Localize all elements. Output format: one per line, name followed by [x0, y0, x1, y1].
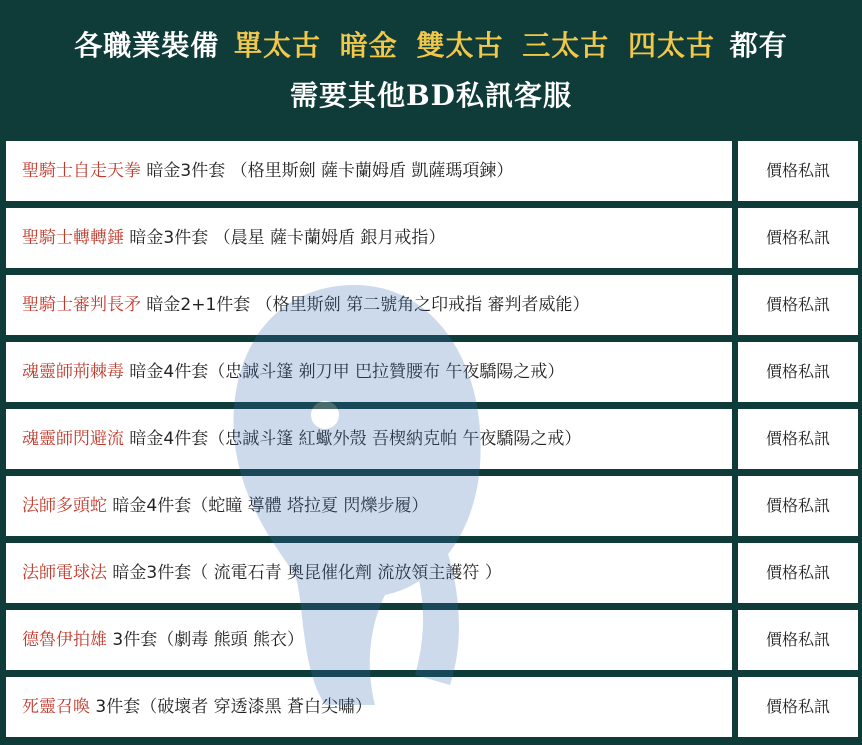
- class-name: 魂靈師閃避流: [22, 429, 124, 449]
- price-cell: 價格私訊: [738, 543, 858, 603]
- tier-label: 暗金: [339, 29, 398, 62]
- table-row: [0, 339, 862, 402]
- table-row: [0, 138, 862, 201]
- class-name: 聖騎士自走天拳: [22, 161, 141, 181]
- build-cell: [6, 543, 732, 603]
- build-cell: [6, 141, 732, 201]
- build-desc: 暗金4件套（忠誠斗篷 剃刀甲 巴拉贊腰布 午夜驕陽之戒）: [124, 362, 565, 382]
- class-name: 法師電球法: [22, 563, 107, 583]
- price-cell: 價格私訊: [738, 476, 858, 536]
- build-cell: [6, 409, 732, 469]
- table-row: [0, 473, 862, 536]
- build-desc: 暗金3件套 （晨星 薩卡蘭姆盾 銀月戒指）: [124, 228, 446, 248]
- table-row: [0, 272, 862, 335]
- class-name: 法師多頭蛇: [22, 496, 107, 516]
- build-desc: 暗金3件套 （格里斯劍 薩卡蘭姆盾 凱薩瑪項鍊）: [141, 161, 514, 181]
- tier-label: 三太古: [522, 29, 610, 62]
- header-suffix: 都有: [729, 29, 788, 62]
- price-cell: 價格私訊: [738, 208, 858, 268]
- tier-label: 雙太古: [416, 29, 504, 62]
- header-title-line2: 需要其他BD私訊客服: [290, 79, 572, 112]
- table-row: [0, 540, 862, 603]
- class-name: 死靈召喚: [22, 697, 90, 717]
- table-row: [0, 607, 862, 670]
- table-row: [0, 406, 862, 469]
- price-cell: 價格私訊: [738, 342, 858, 402]
- build-desc: 暗金3件套（ 流電石青 奧昆催化劑 流放領主護符 ）: [107, 563, 502, 583]
- build-cell: [6, 677, 732, 737]
- build-cell: [6, 476, 732, 536]
- build-desc: 3件套（劇毒 熊頭 熊衣）: [107, 630, 305, 650]
- build-cell: [6, 610, 732, 670]
- price-cell: 價格私訊: [738, 677, 858, 737]
- build-desc: 暗金2+1件套 （格里斯劍 第二號角之印戒指 審判者威能）: [141, 295, 590, 315]
- table-row: [0, 205, 862, 268]
- build-cell: [6, 342, 732, 402]
- price-cell: 價格私訊: [738, 409, 858, 469]
- build-desc: 暗金4件套（忠誠斗篷 紅蠍外殼 吾楔納克帕 午夜驕陽之戒）: [124, 429, 582, 449]
- header-banner: [0, 0, 862, 138]
- build-desc: 3件套（破壞者 穿透漆黑 蒼白尖嘯）: [90, 697, 373, 717]
- build-cell: [6, 275, 732, 335]
- price-cell: 價格私訊: [738, 610, 858, 670]
- header-prefix: 各職業裝備: [74, 29, 220, 62]
- tier-label: 單太古: [233, 29, 321, 62]
- build-desc: 暗金4件套（蛇瞳 導體 塔拉夏 閃爍步履）: [107, 496, 429, 516]
- tier-label: 四太古: [628, 29, 716, 62]
- class-name: 魂靈師荊棘毒: [22, 362, 124, 382]
- header-title-line1: [0, 26, 862, 66]
- table-row: [0, 674, 862, 737]
- price-cell: 價格私訊: [738, 141, 858, 201]
- class-name: 聖騎士轉轉錘: [22, 228, 124, 248]
- build-table: [0, 138, 862, 745]
- class-name: 德魯伊拍雄: [22, 630, 107, 650]
- class-name: 聖騎士審判長矛: [22, 295, 141, 315]
- price-cell: 價格私訊: [738, 275, 858, 335]
- build-cell: [6, 208, 732, 268]
